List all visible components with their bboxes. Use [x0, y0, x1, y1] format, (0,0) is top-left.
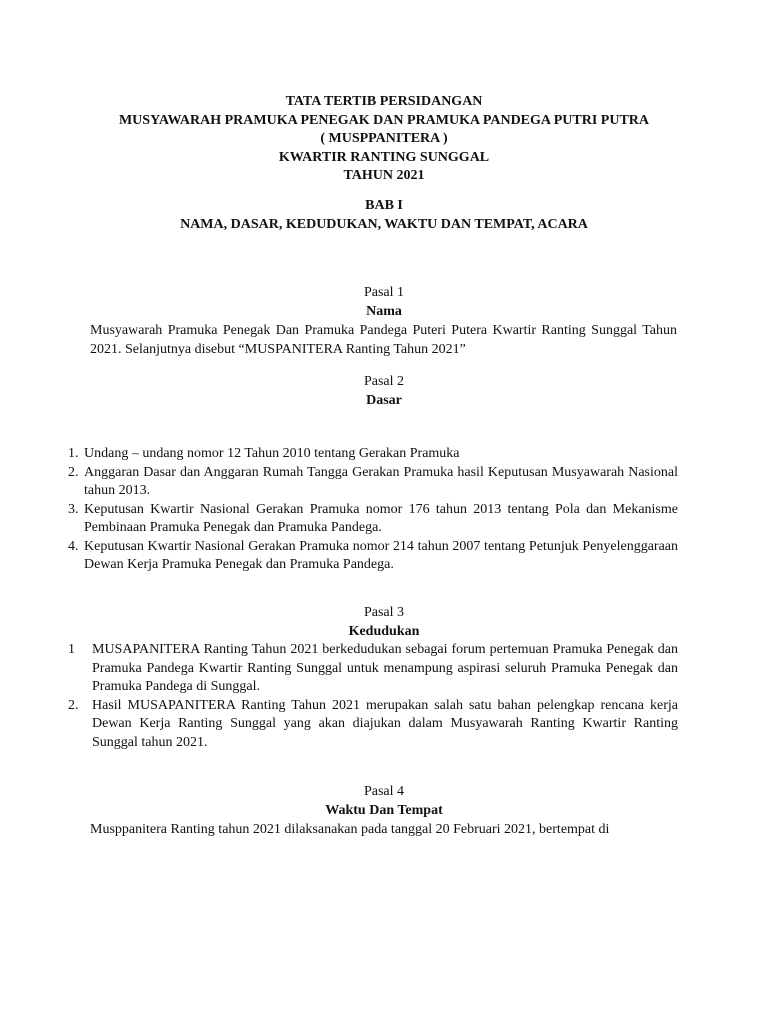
pasal-3-list	[68, 641, 678, 752]
pasal-4-section	[60, 783, 708, 840]
pasal-1-number: Pasal 1	[363, 285, 405, 300]
list-item-number: 1.	[68, 446, 79, 461]
title-line-5: TAHUN 2021	[343, 168, 425, 183]
document-title-block	[60, 93, 708, 186]
pasal-1-text: Musyawarah Pramuka Penegak Dan Pramuka Pandega Puteri Putera Kwartir Ranting Sunggal Tahun 2021. Selanjutnya disebut “MUSPANITERA Ranting Tahun 2021”	[90, 323, 677, 357]
list-item-text: Undang – undang nomor 12 Tahun 2010 tentang Gerakan Pramuka	[84, 446, 460, 461]
list-item-text: MUSAPANITERA Ranting Tahun 2021 berkedudukan sebagai forum pertemuan Pramuka Penegak dan Pramuka Pandega Kwartir Ranting Sunggal untuk menampung aspirasi seluruh Pramuka Penegak dan Pramuka Pandega di Sunggal.	[92, 642, 678, 694]
title-line-1: TATA TERTIB PERSIDANGAN	[285, 94, 483, 109]
pasal-2-title: Dasar	[366, 393, 402, 408]
list-item	[68, 445, 678, 464]
pasal-2-section	[60, 373, 708, 410]
list-item-number: 2.	[68, 464, 79, 480]
pasal-4-title: Waktu Dan Tempat	[325, 803, 443, 818]
title-line-4: KWARTIR RANTING SUNGGAL	[278, 149, 490, 165]
list-item-number: 1	[68, 642, 75, 657]
pasal-3-number: Pasal 3	[363, 605, 405, 620]
pasal-4-text: Musppanitera Ranting tahun 2021 dilaksanakan pada tanggal 20 Februari 2021, bertempat di	[90, 822, 610, 837]
pasal-2-number: Pasal 2	[363, 374, 405, 389]
list-item-number: 3.	[68, 501, 79, 517]
title-line-2: MUSYAWARAH PRAMUKA PENEGAK DAN PRAMUKA PANDEGA PUTRI PUTRA	[118, 112, 650, 128]
list-item	[68, 538, 678, 575]
bab-number: BAB I	[365, 198, 403, 213]
list-item	[68, 501, 678, 538]
pasal-2-list	[68, 445, 678, 575]
list-item-text: Anggaran Dasar dan Anggaran Rumah Tangga Gerakan Pramuka hasil Keputusan Musyawarah Nasional tahun 2013.	[84, 464, 678, 498]
list-item-text: Keputusan Kwartir Nasional Gerakan Pramuka nomor 214 tahun 2007 tentang Petunjuk Penyelenggaraan Dewan Kerja Pramuka Penegak dan Pramuka Pandega.	[84, 538, 678, 572]
list-item-text: Hasil MUSAPANITERA Ranting Tahun 2021 merupakan salah satu bahan pelengkap rencana kerja Dewan Kerja Ranting Sunggal yang akan diajukan dalam Musyawarah Ranting Kwartir Ranting Sunggal tahun 2021.	[92, 697, 678, 750]
list-item-text: Keputusan Kwartir Nasional Gerakan Pramuka nomor 176 tahun 2013 tentang Pola dan Mekanisme Pembinaan Pramuka Penegak dan Pramuka Pandega.	[84, 501, 678, 535]
list-item-number: 2.	[68, 697, 79, 713]
pasal-1-title: Nama	[366, 304, 402, 319]
pasal-1-section	[60, 284, 708, 359]
bab-heading	[60, 197, 708, 234]
list-item	[68, 464, 678, 501]
list-item	[68, 641, 678, 697]
pasal-3-section	[60, 604, 708, 641]
pasal-3-title: Kedudukan	[348, 624, 420, 639]
title-line-3: ( MUSPPANITERA )	[320, 131, 448, 146]
list-item	[68, 697, 678, 753]
list-item-number: 4.	[68, 538, 79, 554]
pasal-4-number: Pasal 4	[363, 784, 405, 799]
bab-title: NAMA, DASAR, KEDUDUKAN, WAKTU DAN TEMPAT, ACARA	[180, 216, 588, 232]
